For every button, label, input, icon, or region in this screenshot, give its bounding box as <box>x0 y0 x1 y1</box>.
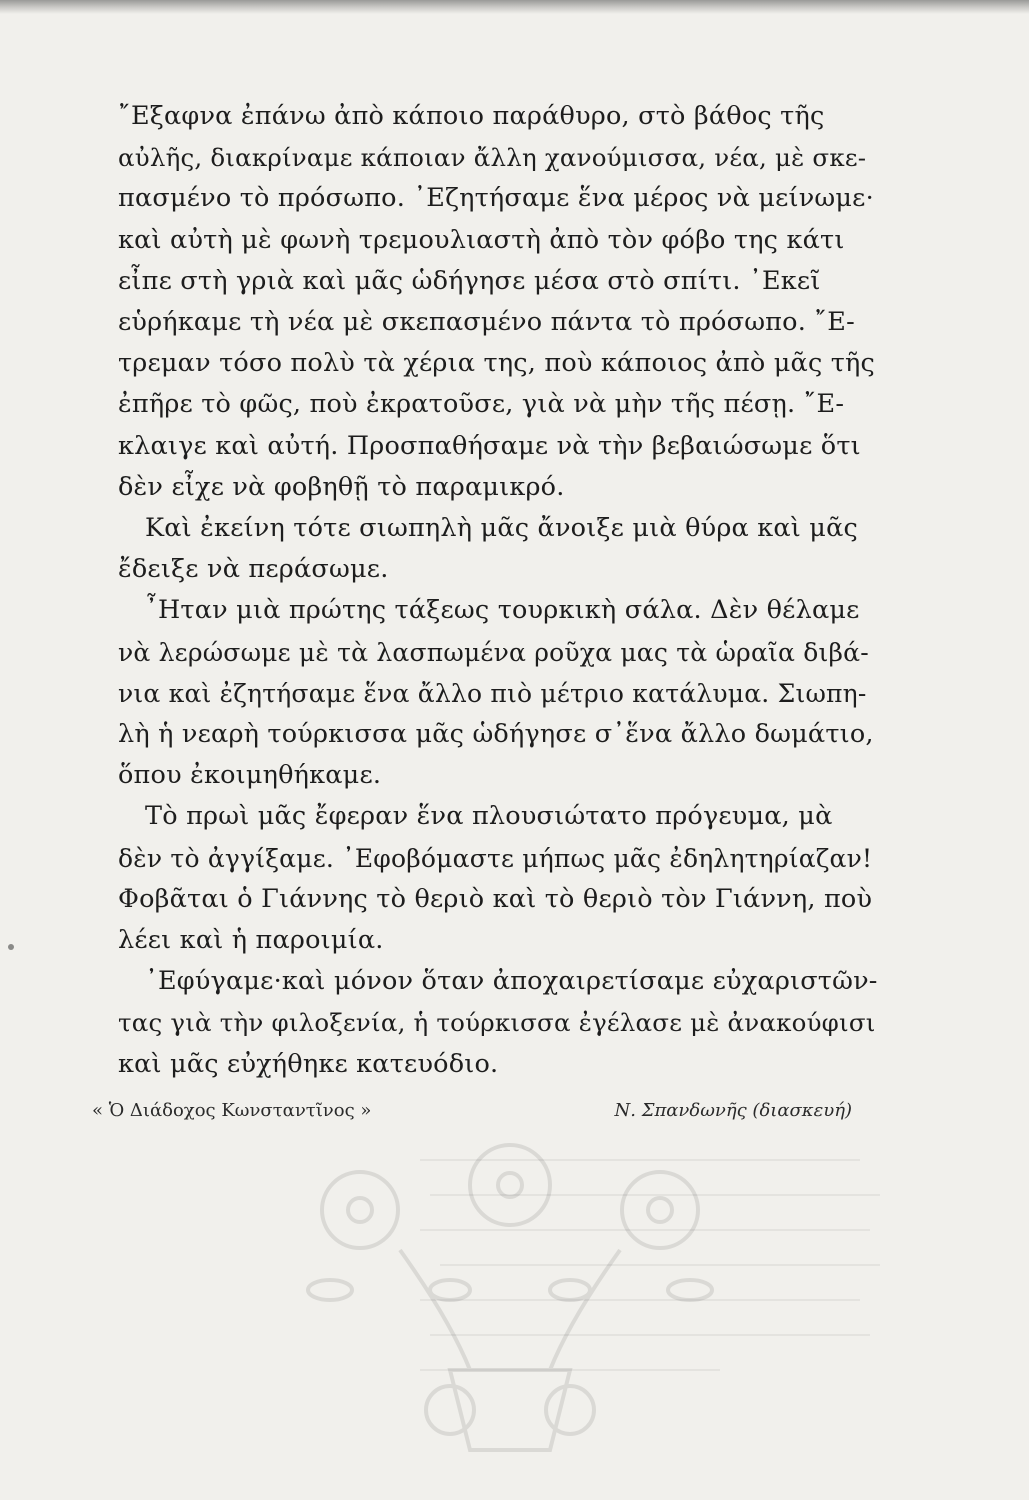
text-line: λέει καὶ ἡ παροιμία. <box>118 925 384 956</box>
text-line: νια καὶ ἐζητήσαμε ἕνα ἄλλο πιὸ μέτριο κατάλυμα. Σιωπη- <box>118 678 867 708</box>
text-line: αὐλῆς, διακρίναμε κάποιαν ἄλλη χανούμισσα, νέα, μὲ σκε- <box>118 143 867 173</box>
text-line: νὰ λερώσωμε μὲ τὰ λασπωμένα ροῦχα μας τὰ ὡραῖα διβά- <box>118 637 869 667</box>
paragraph-5 <box>118 961 878 1085</box>
source-title: « Ὁ Διάδοχος Κωνσταντῖνος » <box>92 1100 372 1121</box>
text-line: τας γιὰ τὴν φιλοξενία, ἡ τούρκισσα ἐγέλασε μὲ ἀνακούφισι <box>118 1008 876 1038</box>
text-line: καὶ αὐτὴ μὲ φωνὴ τρεμουλιαστὴ ἀπὸ τὸν φόβο της κάτι <box>118 224 845 255</box>
paragraph-3 <box>118 590 878 796</box>
text-line: καὶ μᾶς εὐχήθηκε κατευόδιο. <box>118 1048 499 1079</box>
text-line: ᾿Εφύγαμε·καὶ μόνον ὅταν ἀποχαιρετίσαμε εὐχαριστῶν- <box>145 966 878 997</box>
text-line: Τὸ πρωὶ μᾶς ἔφεραν ἕνα πλουσιώτατο πρόγευμα, μὰ <box>145 801 833 832</box>
vase-ornament-bleed <box>250 1140 770 1460</box>
text-line: εὑρήκαμε τὴ νέα μὲ σκεπασμένο πάντα τὸ πρόσωπο. ῎Ε- <box>118 307 855 338</box>
text-line: ἔδειξε νὰ περάσωμε. <box>118 554 389 585</box>
text-line: δὲν εἶχε νὰ φοβηθῇ τὸ παραμικρό. <box>118 471 565 502</box>
text-line: Καὶ ἐκείνη τότε σιωπηλὴ μᾶς ἄνοιξε μιὰ θύρα καὶ μᾶς <box>145 513 858 544</box>
paragraph-2 <box>118 508 878 590</box>
story-text <box>118 96 878 1085</box>
text-line: ὅπου ἐκοιμηθήκαμε. <box>118 760 382 791</box>
text-line: πασμένο τὸ πρόσωπο. ᾿Εζητήσαμε ἕνα μέρος νὰ μείνωμε· <box>118 183 874 214</box>
ink-spot <box>8 944 14 950</box>
text-line: ῏Ηταν μιὰ πρώτης τάξεως τουρκικὴ σάλα. Δὲν θέλαμε <box>145 595 860 626</box>
paragraph-4 <box>118 796 878 961</box>
text-line: τρεμαν τόσο πολὺ τὰ χέρια της, ποὺ κάποιος ἀπὸ μᾶς τῆς <box>118 348 876 379</box>
text-line: δὲν τὸ ἀγγίξαμε. ᾿Εφοβόμαστε μήπως μᾶς ἐδηλητηρίαζαν! <box>118 843 873 873</box>
text-line: κλαιγε καὶ αὐτή. Προσπαθήσαμε νὰ τὴν βεβαιώσωμε ὅτι <box>118 430 861 461</box>
source-credit <box>92 1100 852 1130</box>
author-credit: Ν. Σπανδωνῆς (διασκευή) <box>614 1100 852 1121</box>
text-line: λὴ ἡ νεαρὴ τούρκισσα μᾶς ὡδήγησε σ᾿ἕνα ἄλλο δωμάτιο, <box>118 719 874 750</box>
text-line: Φοβᾶται ὁ Γιάννης τὸ θεριὸ καὶ τὸ θεριὸ τὸν Γιάννη, ποὺ <box>118 883 873 914</box>
text-line: ῎Εξαφνα ἐπάνω ἀπὸ κάποιο παράθυρο, στὸ βάθος τῆς <box>118 101 825 131</box>
text-line: ἐπῆρε τὸ φῶς, ποὺ ἐκρατοῦσε, γιὰ νὰ μὴν τῆς πέσῃ. ῎Ε- <box>118 389 845 420</box>
text-line: εἶπε στὴ γριὰ καὶ μᾶς ὡδήγησε μέσα στὸ σπίτι. ᾿Εκεῖ <box>118 265 821 296</box>
paragraph-1 <box>118 96 878 508</box>
